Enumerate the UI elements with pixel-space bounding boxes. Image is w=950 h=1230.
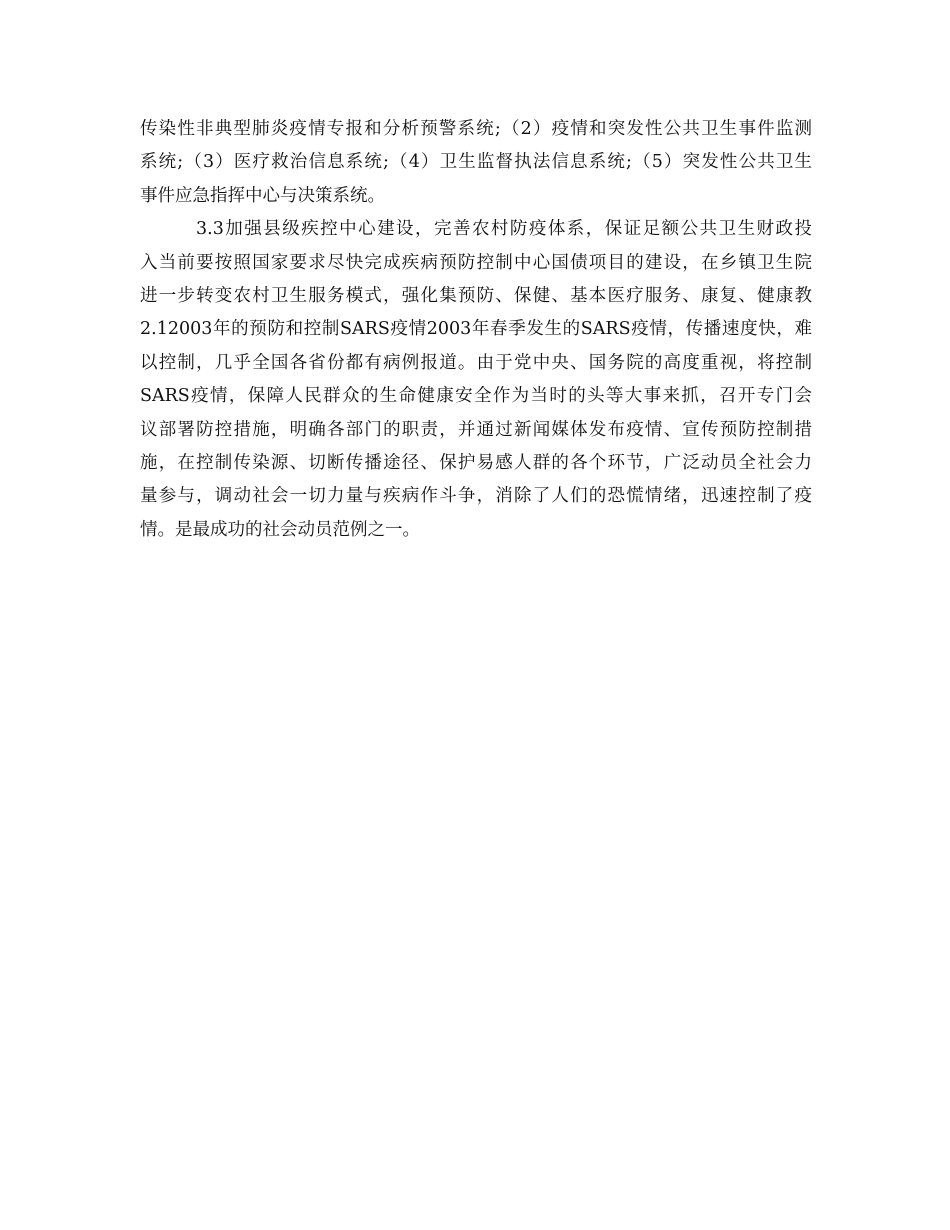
text-line: 以控制，几乎全国各省份都有病例报道。由于党中央、国务院的高度重视，将控制 xyxy=(140,352,812,373)
text-line: 情。是最成功的社会动员范例之一。 xyxy=(140,519,420,540)
text-line: 施，在控制传染源、切断传播途径、保护易感人群的各个环节，广泛动员全社会力 xyxy=(140,452,812,473)
text-line: 传染性非典型肺炎疫情专报和分析预警系统;（2）疫情和突发性公共卫生事件监测 xyxy=(140,119,812,139)
text-line: 3.3加强县级疾控中心建设，完善农村防疫体系，保证足额公共卫生财政投 xyxy=(196,219,812,240)
text-line: 系统;（3）医疗救治信息系统;（4）卫生监督执法信息系统;（5）突发性公共卫生 xyxy=(140,152,812,173)
text-line: 入当前要按照国家要求尽快完成疾病预防控制中心国债项目的建设，在乡镇卫生院 xyxy=(140,252,812,273)
text-line: 进一步转变农村卫生服务模式，强化集预防、保健、基本医疗服务、康复、健康教 xyxy=(140,285,812,306)
text-line: 2.12003年的预防和控制SARS疫情2003年春季发生的SARS疫情，传播速度快，难 xyxy=(140,319,812,340)
text-line: 议部署防控措施，明确各部门的职责，并通过新闻媒体发布疫情、宣传预防控制措 xyxy=(140,419,812,440)
body-text xyxy=(140,113,812,547)
text-line: 量参与，调动社会一切力量与疾病作斗争，消除了人们的恐慌情绪，迅速控制了疫 xyxy=(140,486,812,507)
text-line: SARS疫情，保障人民群众的生命健康安全作为当时的头等大事来抓，召开专门会 xyxy=(140,386,812,407)
text-line: 事件应急指挥中心与决策系统。 xyxy=(140,185,385,206)
